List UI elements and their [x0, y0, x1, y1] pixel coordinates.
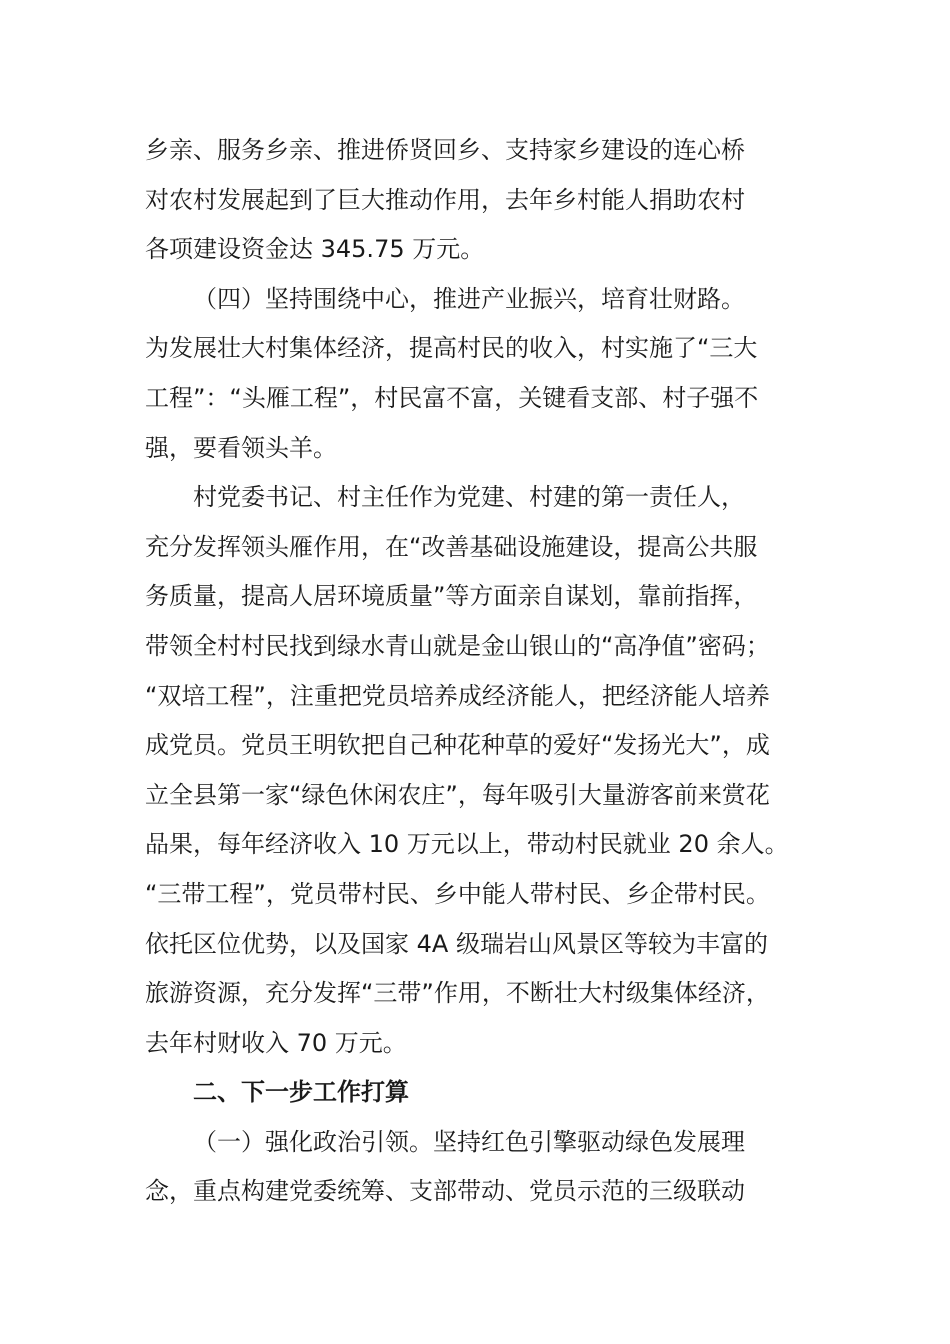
paragraph-start: 村党委书记、村主任作为党建、村建的第一责任人， — [193, 483, 745, 512]
text-line: 为发展壮大村集体经济，提高村民的收入，村实施了“三大 — [145, 334, 758, 363]
text-line: 成党员。党员王明钦把自己种花种草的爱好“发扬光大”，成 — [145, 731, 770, 760]
section-heading-two: 二、下一步工作打算 — [193, 1078, 409, 1107]
text-line: 充分发挥领头雁作用，在“改善基础设施建设，提高公共服 — [145, 532, 758, 561]
text-line: 去年村财收入 70 万元。 — [145, 1028, 407, 1057]
text-line: 旅游资源，充分发挥“三带”作用，不断壮大村级集体经济， — [145, 979, 770, 1008]
section-heading-four: （四）坚持围绕中心，推进产业振兴，培育壮财路。 — [193, 284, 745, 313]
text-line: 务质量，提高人居环境质量”等方面亲自谋划，靠前指挥， — [145, 582, 758, 611]
subsection-heading-one: （一）强化政治引领。坚持红色引擎驱动绿色发展理 — [193, 1127, 745, 1156]
text-line: 立全县第一家“绿色休闲农庄”，每年吸引大量游客前来赏花 — [145, 780, 770, 809]
text-line: 带领全村村民找到绿水青山就是金山银山的“高净值”密码； — [145, 631, 770, 660]
text-line: 对农村发展起到了巨大推动作用，去年乡村能人捐助农村 — [145, 185, 745, 214]
text-line: 强，要看领头羊。 — [145, 433, 337, 462]
text-line: 各项建设资金达 345.75 万元。 — [145, 235, 485, 264]
body-text — [145, 126, 810, 1217]
text-line: 工程”：“头雁工程”，村民富不富，关键看支部、村子强不 — [145, 383, 759, 412]
text-line: “三带工程”，党员带村民、乡中能人带村民、乡企带村民。 — [145, 879, 770, 908]
text-line: 品果，每年经济收入 10 万元以上，带动村民就业 20 余人。 — [145, 830, 789, 859]
text-line: 念，重点构建党委统筹、支部带动、党员示范的三级联动 — [145, 1177, 745, 1206]
text-line: “双培工程”，注重把党员培养成经济能人，把经济能人培养 — [145, 681, 770, 710]
text-line: 乡亲、服务乡亲、推进侨贤回乡、支持家乡建设的连心桥 — [145, 136, 745, 164]
text-line: 依托区位优势，以及国家 4A 级瑞岩山风景区等较为丰富的 — [145, 929, 768, 958]
